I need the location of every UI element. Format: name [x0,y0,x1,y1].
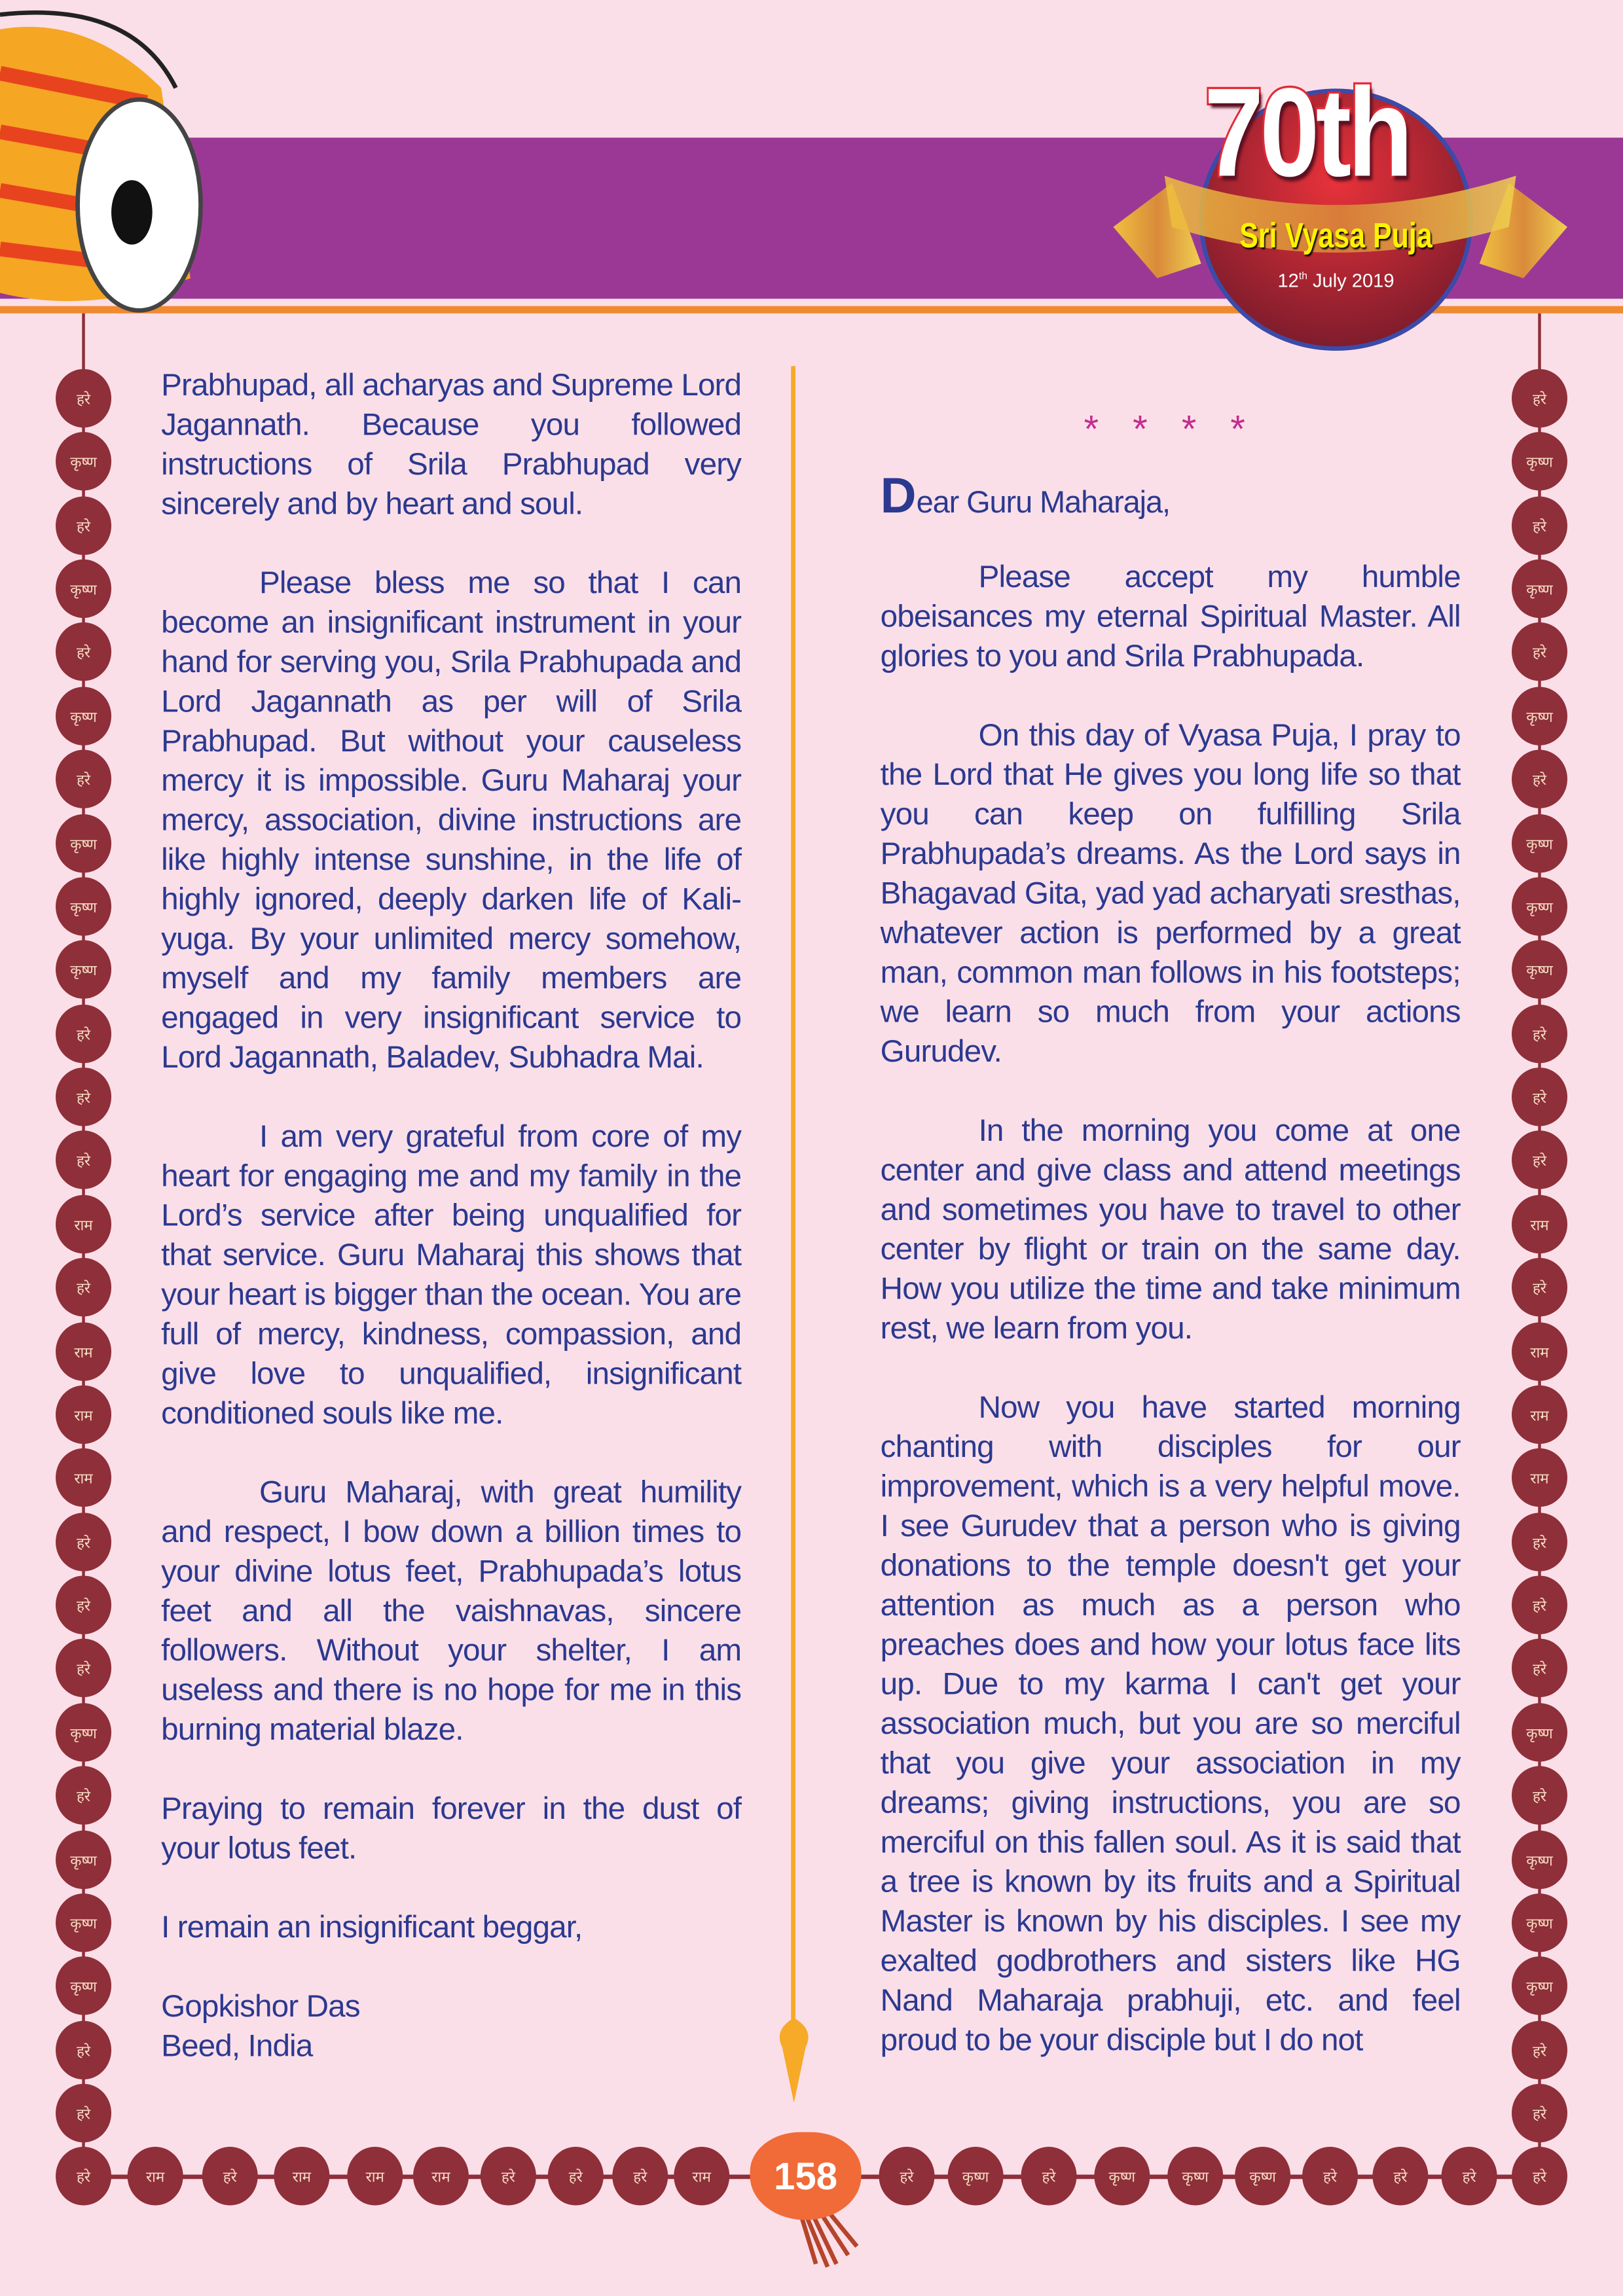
mantra-bead: राम [674,2147,729,2205]
mantra-bead: कृष्ण [56,877,111,935]
signature-place: Beed, India [161,2028,313,2064]
mantra-bead: कृष्ण [1094,2147,1150,2205]
mantra-bead: हरे [1512,623,1567,681]
paragraph: Praying to remain forever in the dust of your lotus feet. [161,1791,742,1866]
mantra-bead: राम [128,2147,183,2205]
mantra-bead: हरे [1512,750,1567,808]
right-column [881,558,1461,2100]
mantra-bead: हरे [1372,2147,1428,2205]
mantra-bead: राम [1512,1385,1567,1443]
mantra-bead: राम [1512,1448,1567,1507]
mantra-bead: हरे [56,2147,111,2205]
mantra-bead: हरे [1512,1067,1567,1126]
mantra-bead: राम [413,2147,469,2205]
mantra-bead: हरे [56,1640,111,1698]
paragraph: In the morning you come at one center and give class and attend meetings and sometimes you have to travel to other center by flight or train on the same day. How you utilize the time and take minimum rest, we learn from you. [880,1113,1461,1346]
paragraph: On this day of Vyasa Puja, I pray to the Lord that He gives you long life so that you can keep on fulfilling Srila Prabhupada’s dreams. As the Lord says in Bhagavad Gita, yad yad acharyati sresthas, whatever action is performed by a great man, common man follows in his footsteps; we learn so much from your actions Gurudev. [880,717,1461,1069]
mantra-bead: कृष्ण [1512,877,1567,935]
mantra-bead: हरे [202,2147,258,2205]
mantra-bead: हरे [1512,1767,1567,1825]
mantra-bead: हरे [56,1131,111,1189]
mantra-bead: हरे [1512,1512,1567,1570]
paragraph: I remain an insignificant beggar, [161,1909,583,1945]
paragraph: Prabhupad, all acharyas and Supreme Lord Jagannath. Because you followed instructions of Srila Prabhupad very sincerely and by heart and soul. [161,367,742,522]
salutation [881,469,1170,526]
mantra-bead: हरे [1512,1258,1567,1316]
mantra-bead: कृष्ण [56,814,111,872]
mantra-bead: हरे [56,1576,111,1634]
mantra-bead: हरे [56,1258,111,1316]
mantra-bead: हरे [879,2147,934,2205]
badge-date [1204,270,1468,292]
badge-date-month-year: July 2019 [1307,269,1395,292]
mantra-bead: हरे [1512,2020,1567,2079]
badge-date-suffix: th [1298,272,1307,283]
mantra-bead: हरे [1512,2084,1567,2142]
salutation-initial: D [880,468,917,524]
left-column [161,366,741,2066]
mantra-bead: कृष्ण [56,560,111,618]
mantra-bead: कृष्ण [56,941,111,999]
mantra-bead: कृष्ण [1512,1830,1567,1888]
mantra-bead: हरे [1512,369,1567,427]
mantra-bead: कृष्ण [56,1893,111,1952]
mantra-bead: राम [56,1194,111,1253]
mantra-bead: हरे [56,750,111,808]
mantra-bead: कृष्ण [1512,433,1567,491]
paragraph: I am very grateful from core of my heart for engaging me and my family in the Lord’s service after being unqualified for that service. Guru Maharaj this shows that your heart is bigger than the ocean. You are full of mercy, kindness, compassion, and give love to unqualified, insignificant conditioned souls like me. [161,1119,742,1431]
mantra-bead: हरे [548,2147,604,2205]
mantra-bead: हरे [56,2020,111,2079]
page-number: 158 [750,2132,862,2220]
mantra-bead: कृष्ण [1235,2147,1290,2205]
mantra-bead: कृष्ण [1512,1893,1567,1952]
mantra-bead: राम [274,2147,329,2205]
paragraph: Please bless me so that I can become an insignificant instrument in your hand for serving you, Srila Prabhupada and Lord Jagannath as per will of Srila Prabhupad. But without your causeless mercy it is impossible. Guru Maharaj your mercy, association, divine instructions are like highly intense sunshine, in the life of highly ignored, deeply darken life of Kali-yuga. By your unlimited mercy somehow, myself and my family members are engaged in very insignificant service to Lord Jagannath, Baladev, Subhadra Mai. [161,565,742,1075]
mantra-bead: हरे [1512,2147,1567,2205]
mantra-bead: कृष्ण [1167,2147,1223,2205]
mantra-bead: राम [347,2147,403,2205]
signature-name: Gopkishor Das [161,1988,360,2024]
mantra-bead: कृष्ण [1512,1703,1567,1761]
mantra-bead: हरे [56,1512,111,1570]
mantra-bead: राम [1512,1321,1567,1380]
salutation-text: ear Guru Maharaja, [916,486,1170,520]
mantra-bead: कृष्ण [56,1830,111,1888]
badge-number: 70th [1204,63,1410,204]
paragraph: Guru Maharaj, with great humility and respect, I bow down a billion times to your divine lotus feet, Prabhupada’s lotus feet and all the vaishnavas, sincere followers. Without your shelter, I am useless and there is no hope for me in this burning material blaze. [161,1475,742,1748]
mantra-bead: राम [56,1321,111,1380]
paragraph: Now you have started morning chanting with disciples for our improvement, which is a very helpful move. I see Gurudev that a person who is giving donations to the temple doesn't get your attention as much as a person who preaches does and how your lotus face lits up. Due to my karma I can't get your association much, but you are so merciful that you give your association in my dreams; giving instructions, you are so merciful on this fallen soul. As it is said that a tree is known by its fruits and a Spiritual Master is known by his disciples. I see my exalted godbrothers and sisters like HG Nand Maharaja prabhuji, etc. and feel proud to be your disciple but I do not [880,1390,1461,2058]
mantra-bead: हरे [1442,2147,1497,2205]
mantra-bead: कृष्ण [948,2147,1004,2205]
badge-title: Sri Vyasa Puja [1239,217,1432,257]
mantra-bead: हरे [1512,496,1567,554]
mantra-bead: कृष्ण [56,433,111,491]
paragraph: Please accept my humble obeisances my eternal Spiritual Master. All glories to you and Srila Prabhupada. [880,559,1461,674]
mantra-bead: हरे [56,496,111,554]
mantra-bead: हरे [56,1067,111,1126]
mantra-bead: हरे [612,2147,668,2205]
mantra-bead: कृष्ण [1512,941,1567,999]
mantra-bead: हरे [1021,2147,1076,2205]
mantra-bead: कृष्ण [1512,560,1567,618]
badge-date-day: 12 [1277,269,1299,292]
mantra-bead: हरे [1512,1640,1567,1698]
mantra-bead: कृष्ण [56,687,111,745]
mantra-bead: हरे [56,623,111,681]
mantra-bead: हरे [56,1004,111,1062]
mantra-bead: हरे [56,369,111,427]
mantra-bead: हरे [1302,2147,1358,2205]
mantra-bead: हरे [481,2147,536,2205]
mantra-bead: हरे [56,1767,111,1825]
mantra-bead: राम [56,1448,111,1507]
mantra-bead: हरे [1512,1576,1567,1634]
mantra-bead: कृष्ण [56,1703,111,1761]
separator-stars: * * * * [1084,406,1257,452]
mantra-bead: कृष्ण [56,1957,111,2015]
mantra-bead: राम [1512,1194,1567,1253]
mantra-bead: हरे [1512,1131,1567,1189]
mantra-bead: कृष्ण [1512,814,1567,872]
mantra-bead: राम [56,1385,111,1443]
drop-ornament-icon [773,2018,814,2106]
mridanga-drum-icon [0,0,264,322]
column-divider [791,366,795,2020]
mantra-bead: हरे [1512,1004,1567,1062]
mantra-bead: कृष्ण [1512,1957,1567,2015]
mantra-bead: हरे [56,2084,111,2142]
mantra-bead: कृष्ण [1512,687,1567,745]
